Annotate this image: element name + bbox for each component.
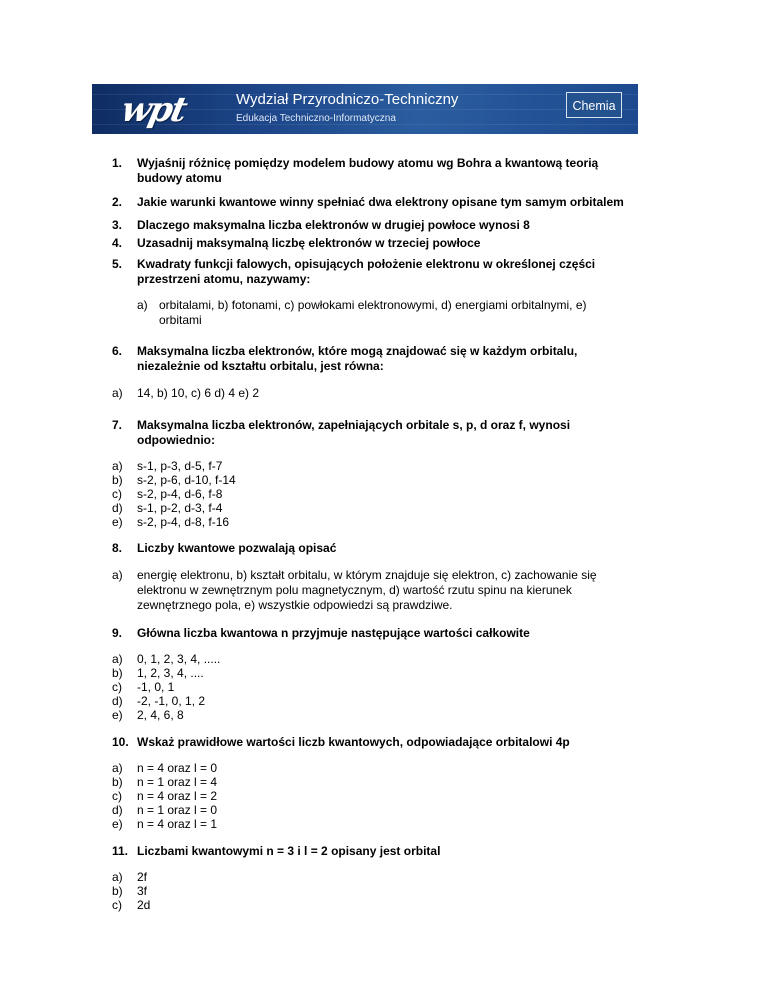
option-letter: c) [112, 680, 122, 694]
option-value: 2f [137, 870, 148, 884]
answer-text: 14, b) 10, c) 6 d) 4 e) 2 [137, 386, 260, 400]
option-value: s-2, p-6, d-10, f-14 [137, 473, 236, 487]
option-value: s-2, p-4, d-6, f-8 [137, 487, 223, 501]
question-number: 1. [112, 156, 123, 170]
header-banner [92, 84, 638, 134]
option-value: n = 4 oraz l = 2 [137, 789, 218, 803]
question-text: Liczby kwantowe pozwalają opisać [137, 541, 337, 555]
option-letter: a) [112, 761, 123, 775]
option-value: s-1, p-2, d-3, f-4 [137, 501, 223, 515]
question-number: 8. [112, 541, 123, 555]
option-value: s-1, p-3, d-5, f-7 [137, 459, 223, 473]
option-letter: b) [112, 775, 123, 789]
option-letter: c) [112, 898, 122, 912]
question-text: Dlaczego maksymalna liczba elektronów w drugiej powłoce wynosi 8 [137, 218, 530, 232]
option-letter: e) [112, 817, 123, 831]
option-value: 2d [137, 898, 151, 912]
option-letter: b) [112, 473, 123, 487]
option-letter: b) [112, 884, 123, 898]
option-letter: a) [112, 870, 123, 884]
option-letter: c) [112, 487, 122, 501]
question-number: 7. [112, 418, 123, 432]
question-number: 3. [112, 218, 123, 232]
question-number: 11. [112, 844, 129, 858]
option-value: 3f [137, 884, 148, 898]
answer-text: elektronu w zewnętrznym polu magnetycznym, d) wartość rzutu spinu na kierunek [137, 583, 572, 597]
option-value: 1, 2, 3, 4, .... [137, 666, 204, 680]
option-letter: d) [112, 694, 123, 708]
question-text: budowy atomu [137, 171, 222, 185]
question-number: 4. [112, 236, 123, 250]
option-value: 0, 1, 2, 3, 4, ..... [137, 652, 221, 666]
option-value: -1, 0, 1 [137, 680, 175, 694]
question-text: odpowiednio: [137, 433, 215, 447]
faculty-title: Wydział Przyrodniczo-Techniczny [236, 91, 459, 108]
option-letter: a) [112, 459, 123, 473]
question-number: 5. [112, 257, 123, 271]
option-value: n = 1 oraz l = 0 [137, 803, 218, 817]
question-text: Maksymalna liczba elektronów, które mogą znajdować się w każdym orbitalu, [137, 344, 578, 358]
answer-letter: a) [112, 386, 123, 400]
question-number: 2. [112, 195, 123, 209]
question-text: Główna liczba kwantowa n przyjmuje następujące wartości całkowite [137, 626, 530, 640]
question-number: 6. [112, 344, 123, 358]
question-text: Jakie warunki kwantowe winny spełniać dwa elektrony opisane tym samym orbitalem [137, 195, 624, 209]
question-text: niezależnie od kształtu orbitalu, jest równa: [137, 359, 384, 373]
question-text: Liczbami kwantowymi n = 3 i l = 2 opisany jest orbital [137, 844, 441, 858]
answer-text: orbitalami, b) fotonami, c) powłokami elektronowymi, d) energiami orbitalnymi, e) [159, 298, 587, 312]
wpt-logo: wpt [117, 90, 190, 130]
answer-text: energię elektronu, b) kształt orbitalu, w którym znajduje się elektron, c) zachowanie się [137, 568, 597, 582]
faculty-subtitle: Edukacja Techniczno-Informatyczna [236, 113, 396, 124]
question-number: 10. [112, 735, 129, 749]
option-value: n = 1 oraz l = 4 [137, 775, 218, 789]
option-value: n = 4 oraz l = 1 [137, 817, 218, 831]
answer-text: zewnętrznego pola, e) wszystkie odpowiedzi są prawdziwe. [137, 598, 453, 612]
option-letter: d) [112, 501, 123, 515]
option-letter: e) [112, 708, 123, 722]
option-letter: d) [112, 803, 123, 817]
option-letter: b) [112, 666, 123, 680]
option-value: n = 4 oraz l = 0 [137, 761, 218, 775]
question-text: Maksymalna liczba elektronów, zapełniających orbitale s, p, d oraz f, wynosi [137, 418, 571, 432]
answer-letter: a) [137, 298, 148, 312]
question-text: przestrzeni atomu, nazywamy: [137, 272, 311, 286]
answer-text: orbitami [159, 313, 202, 327]
question-text: Wyjaśnij różnicę pomiędzy modelem budowy atomu wg Bohra a kwantową teorią [137, 156, 599, 170]
option-value: -2, -1, 0, 1, 2 [137, 694, 206, 708]
option-letter: c) [112, 789, 122, 803]
question-number: 9. [112, 626, 123, 640]
question-text: Kwadraty funkcji falowych, opisujących położenie elektronu w określonej części [137, 257, 596, 271]
option-letter: e) [112, 515, 123, 529]
subject-chip: Chemia [566, 92, 622, 118]
option-value: s-2, p-4, d-8, f-16 [137, 515, 230, 529]
question-text: Wskaż prawidłowe wartości liczb kwantowych, odpowiadające orbitalowi 4p [137, 735, 570, 749]
question-text: Uzasadnij maksymalną liczbę elektronów w trzeciej powłoce [137, 236, 481, 250]
answer-letter: a) [112, 568, 123, 582]
option-value: 2, 4, 6, 8 [137, 708, 184, 722]
option-letter: a) [112, 652, 123, 666]
